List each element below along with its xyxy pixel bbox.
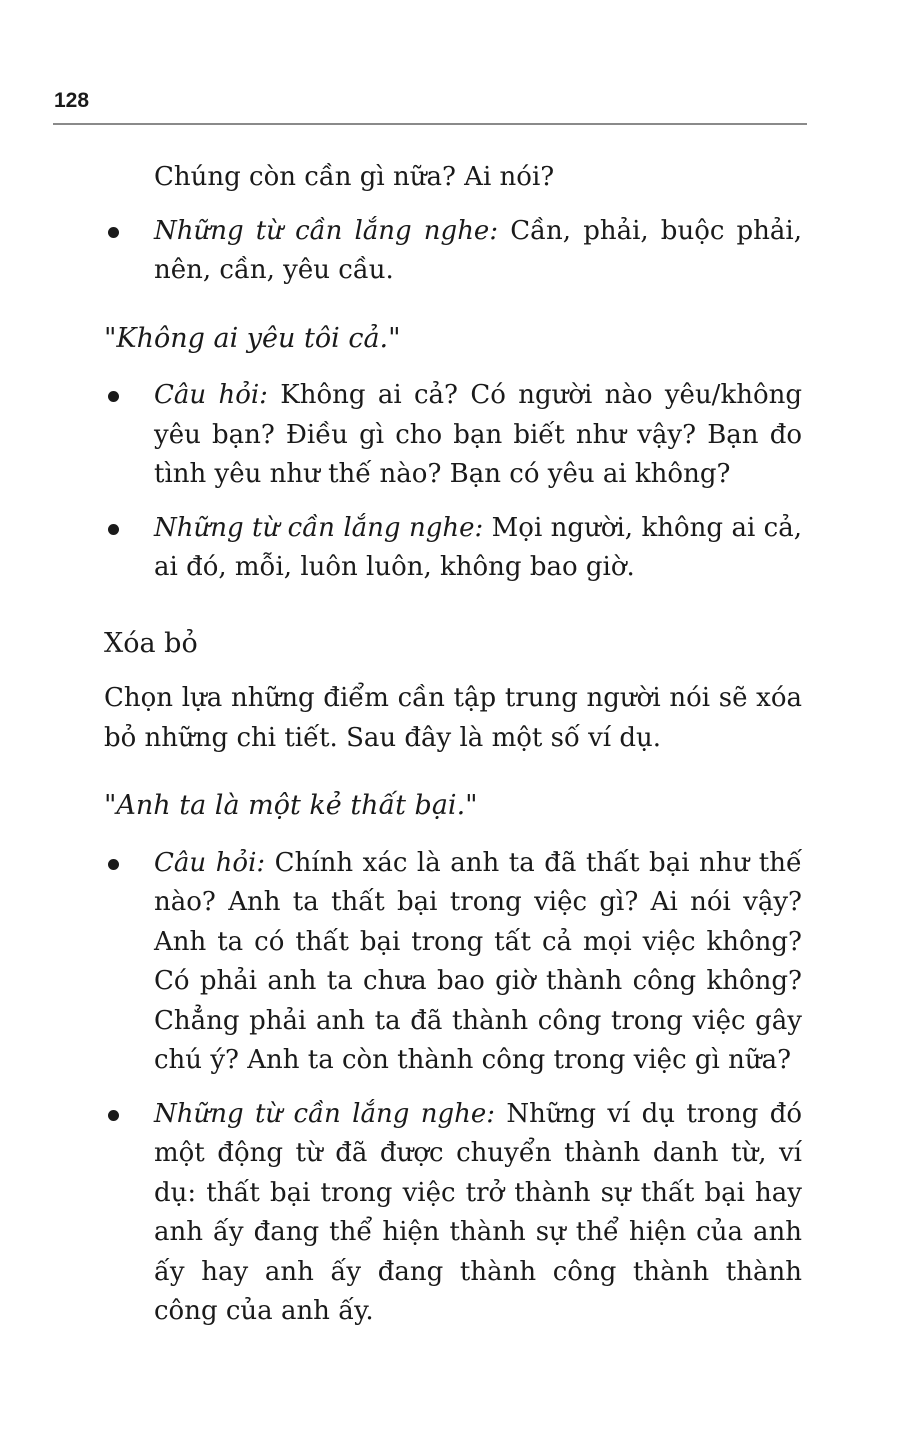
header-rule (53, 123, 807, 125)
bullet-icon (108, 1110, 119, 1121)
bullet-label: Những từ cần lắng nghe: (154, 1098, 495, 1129)
bullet-list-1 (104, 212, 802, 291)
page-body (104, 158, 802, 1346)
bullet-text: Không ai cả? Có người nào yêu/không yêu bạn? Điều gì cho bạn biết như vậy? Bạn đo tình yêu như thế nào? Bạn có yêu ai không? (154, 380, 802, 489)
bullet-icon (108, 524, 119, 535)
quote-heading: "Không ai yêu tôi cả." (104, 322, 401, 354)
list-item (104, 212, 802, 291)
bullet-icon (108, 859, 119, 870)
bullet-text: Cần, phải, buộc phải, nên, cần, yêu cầu. (154, 215, 803, 285)
list-item (104, 844, 802, 1081)
bullet-list-3 (104, 844, 802, 1332)
quote-heading: "Anh ta là một kẻ thất bại." (104, 790, 478, 821)
bullet-text: Chính xác là anh ta đã thất bại như thế nào? Anh ta thất bại trong việc gì? Ai nói vậy? Anh ta có thất bại trong tất cả mọi việc không? Có phải anh ta chưa bao giờ thành công không? Chẳng phải anh ta đã thành công trong việc gây chú ý? Anh ta còn thành công trong việc gì nữa? (154, 847, 802, 1075)
page-number: 128 (54, 89, 90, 112)
section-heading: Xóa bỏ (104, 627, 198, 659)
bullet-text: Mọi người, không ai cả, ai đó, mỗi, luôn luôn, không bao giờ. (154, 512, 803, 582)
bullet-label: Câu hỏi: (154, 380, 268, 410)
bullet-text: Những ví dụ trong đó một động từ đã được chuyển thành danh từ, ví dụ: thất bại trong việc trở thành sự thất bại hay anh ấy đang thể hiện thành sự thể hiện của anh ấy hay anh ấy đang thành công thành thành công của anh ấy. (154, 1098, 803, 1326)
bullet-icon (108, 391, 119, 402)
list-item (104, 1095, 802, 1332)
bullet-list-2 (104, 376, 802, 588)
bullet-label: Những từ cần lắng nghe: (154, 512, 484, 543)
list-item (104, 509, 802, 588)
continuation-text: Chúng còn cần gì nữa? Ai nói? (154, 162, 555, 192)
bullet-label: Câu hỏi: (154, 847, 266, 878)
bullet-icon (108, 227, 119, 238)
bullet-label: Những từ cần lắng nghe: (154, 215, 499, 246)
section-paragraph: Chọn lựa những điểm cần tập trung người nói sẽ xóa bỏ những chi tiết. Sau đây là một số ví dụ. (104, 683, 802, 753)
list-item (104, 376, 802, 495)
